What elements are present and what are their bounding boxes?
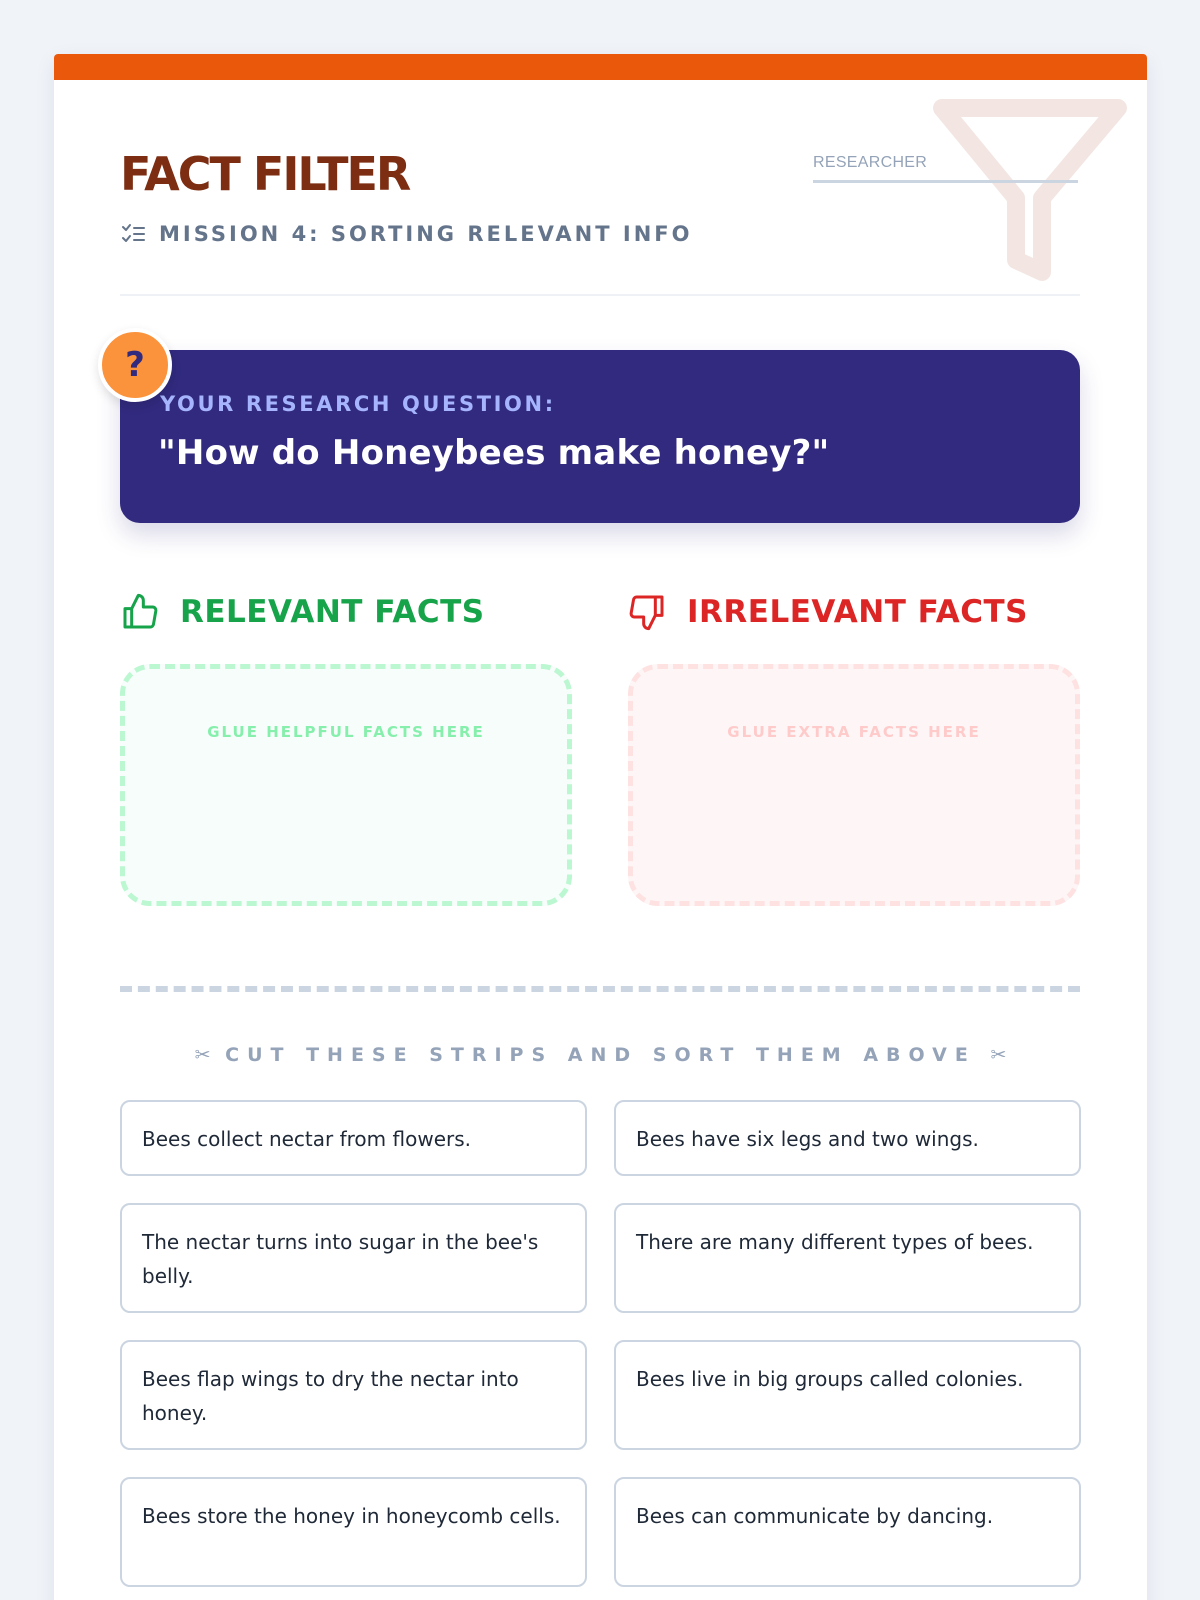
researcher-line: [813, 180, 1078, 183]
question-label: YOUR RESEARCH QUESTION:: [160, 392, 556, 416]
fact-strip[interactable]: Bees collect nectar from flowers.: [120, 1100, 587, 1176]
fact-strip[interactable]: The nectar turns into sugar in the bee's belly.: [120, 1203, 587, 1313]
relevant-dropzone[interactable]: [120, 664, 572, 906]
relevant-heading: [120, 592, 485, 632]
cut-instructions-row: [54, 1044, 1147, 1066]
irrelevant-drop-label: GLUE EXTRA FACTS HERE: [727, 723, 981, 741]
cut-line: [120, 986, 1080, 992]
question-mark-icon: ?: [98, 328, 172, 402]
research-question-card: [120, 350, 1080, 523]
researcher-field[interactable]: [813, 154, 1078, 183]
irrelevant-dropzone[interactable]: [628, 664, 1080, 906]
relevant-title: RELEVANT FACTS: [180, 594, 485, 630]
thumbs-up-icon: [120, 592, 160, 632]
irrelevant-heading: [627, 592, 1028, 632]
subtitle-row: [121, 222, 692, 246]
page-title: FACT FILTER: [120, 147, 410, 201]
checklist-icon: [121, 223, 145, 245]
irrelevant-title: IRRELEVANT FACTS: [687, 594, 1028, 630]
relevant-drop-label: GLUE HELPFUL FACTS HERE: [207, 723, 485, 741]
fact-strip[interactable]: Bees live in big groups called colonies.: [614, 1340, 1081, 1450]
researcher-label: RESEARCHER: [813, 154, 928, 171]
funnel-icon: [930, 96, 1130, 288]
scissors-icon: ✂: [194, 1044, 211, 1066]
question-text: "How do Honeybees make honey?": [158, 433, 830, 473]
worksheet: [54, 54, 1147, 1600]
fact-strip[interactable]: Bees store the honey in honeycomb cells.: [120, 1477, 587, 1587]
fact-strip[interactable]: Bees can communicate by dancing.: [614, 1477, 1081, 1587]
fact-strip[interactable]: Bees flap wings to dry the nectar into honey.: [120, 1340, 587, 1450]
fact-strip[interactable]: Bees have six legs and two wings.: [614, 1100, 1081, 1176]
accent-bar: [54, 54, 1147, 80]
page-subtitle: MISSION 4: SORTING RELEVANT INFO: [159, 222, 693, 246]
scissors-icon: ✂: [990, 1044, 1007, 1066]
fact-strip[interactable]: There are many different types of bees.: [614, 1203, 1081, 1313]
cut-instructions: CUT THESE STRIPS AND SORT THEM ABOVE: [225, 1044, 976, 1066]
thumbs-down-icon: [627, 592, 667, 632]
header-divider: [120, 294, 1080, 296]
